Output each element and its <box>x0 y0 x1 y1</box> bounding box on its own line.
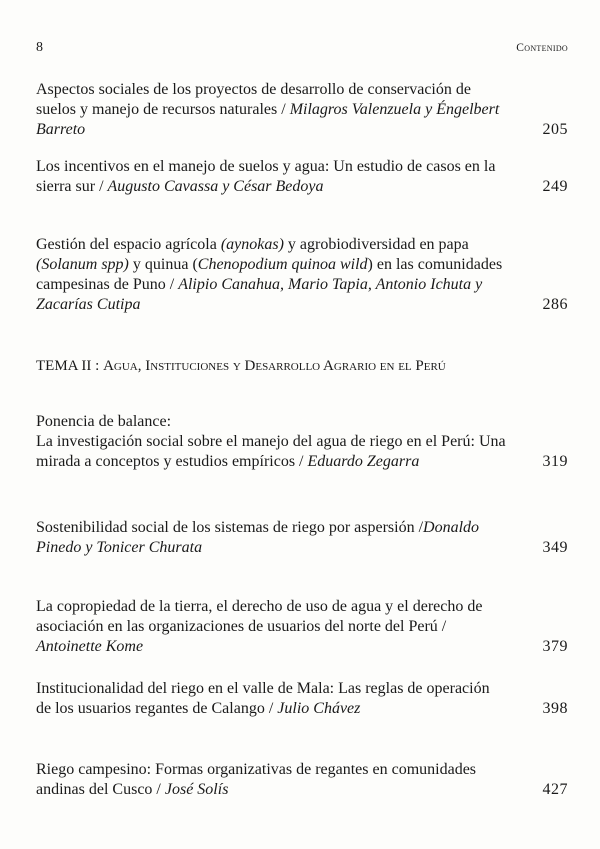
entry-title-italic: (aynokas) <box>220 236 284 253</box>
entry-title: Aspectos sociales de los proyectos de desarrollo de conservación de suelos y manejo de recursos naturales / <box>36 81 471 118</box>
entry-author: Milagros Valenzuela y Éngelbert Barreto <box>36 101 500 138</box>
entry-title: Institucionalidad del riego en el valle de Mala: Las reglas de operación de los usuarios regantes de Calango / <box>36 680 490 717</box>
entry-author: Eduardo Zegarra <box>307 453 420 470</box>
entry-title: Sostenibilidad social de los sistemas de riego por aspersión / <box>36 519 424 536</box>
entry-author: Julio Chávez <box>277 700 361 717</box>
entry-title-part: ) en las comunidades campesinas de Puno / <box>36 256 503 293</box>
toc-entry[interactable] <box>36 760 568 800</box>
section-title: Agua, Instituciones y Desarrollo Agrario en el Perú <box>103 358 446 374</box>
toc-entry[interactable] <box>36 597 568 657</box>
entry-title-italic: Chenopodium quinoa wild <box>197 256 368 273</box>
running-head: Contenido <box>516 42 568 54</box>
entry-title: La investigación social sobre el manejo del agua de riego en el Perú: Una mirada a conceptos y estudios empíricos / <box>36 433 506 470</box>
toc-entry[interactable] <box>36 679 568 719</box>
entry-title-part: Gestión del espacio agrícola <box>36 236 221 253</box>
page-number: 8 <box>36 40 43 55</box>
entry-title-italic: (Solanum spp) <box>36 256 129 273</box>
entry-title: Los incentivos en el manejo de suelos y agua: Un estudio de casos en la sierra sur / <box>36 158 496 195</box>
entry-author: Donaldo Pinedo y Tonicer Churata <box>36 519 480 556</box>
toc-entry[interactable] <box>36 235 568 315</box>
entry-author: Alipio Canahua, Mario Tapia, Antonio Ichuta y Zacarías Cutipa <box>36 276 483 313</box>
entry-title: La copropiedad de la tierra, el derecho de uso de agua y el derecho de asociación en las organizaciones de usuarios del norte del Perú / <box>36 598 483 635</box>
entry-page: 379 <box>542 638 568 655</box>
section-heading <box>36 356 506 376</box>
entry-author: Augusto Cavassa y César Bedoya <box>107 178 324 195</box>
entry-page: 398 <box>542 700 568 717</box>
entry-intro: Ponencia de balance: <box>36 413 172 430</box>
entry-author: Antoinette Kome <box>36 638 144 655</box>
toc-entry[interactable] <box>36 80 568 140</box>
toc-entry[interactable] <box>36 518 568 558</box>
entry-page: 349 <box>542 539 568 556</box>
section-label: TEMA II : <box>36 358 104 374</box>
entry-page: 427 <box>542 781 568 798</box>
entry-page: 249 <box>542 178 568 195</box>
entry-title-part: y quinua ( <box>128 256 198 273</box>
entry-page: 286 <box>542 296 568 313</box>
entry-page: 319 <box>542 453 568 470</box>
entry-page: 205 <box>542 121 568 138</box>
toc-entry[interactable] <box>36 412 568 472</box>
entry-author: José Solís <box>164 781 229 798</box>
entry-title: Riego campesino: Formas organizativas de regantes en comunidades andinas del Cusco / <box>36 761 477 798</box>
entry-title-part: y agrobiodiversidad en papa <box>283 236 469 253</box>
toc-entry[interactable] <box>36 157 568 197</box>
